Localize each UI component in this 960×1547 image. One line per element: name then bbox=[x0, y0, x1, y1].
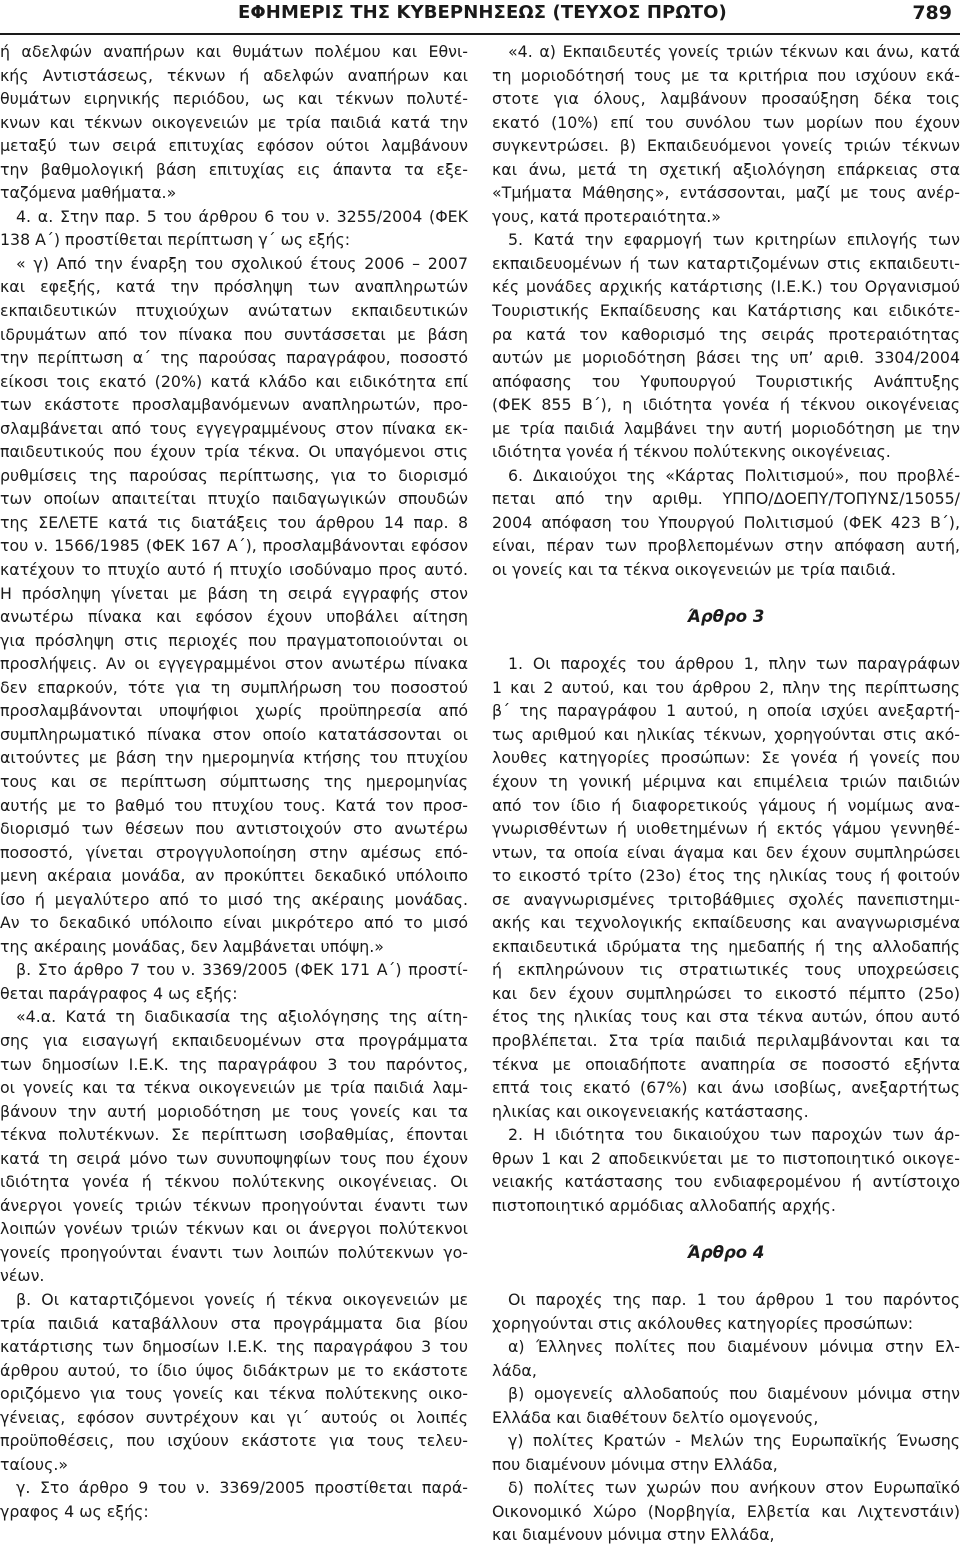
text-line: ρυθμίσεις της παρούσας περίπτωσης, για το διορισμό bbox=[0, 465, 468, 485]
text-line: ρα κατά τον καθορισμό της σειράς προτεραιότητας bbox=[492, 324, 960, 344]
text-line: Οικονομικό Χώρο (Νορβηγία, Ελβετία και Λιχτενστάιν) bbox=[492, 1501, 960, 1521]
text-line: εκατό (10%) επί του συνόλου των μορίων που έχουν bbox=[492, 112, 960, 132]
text-line: άρθρου αυτού, το ίδιο ύψος διδάκτρων με το εκάστοτε bbox=[0, 1360, 468, 1380]
text-line: ανωτέρω πίνακα και εφόσον έχουν υποβάλει αίτηση bbox=[0, 607, 468, 627]
text-line: και εφεξής, κατά την πρόσληψη των αναπληρωτών bbox=[0, 277, 468, 297]
text-line: το εικοστό τρίτο (23ο) έτος της ηλικίας τους ή φοιτούν bbox=[492, 866, 960, 886]
text-line: επτά τοις εκατό (67%) και άνω ισοβίως, ανεξαρτήτως bbox=[492, 1078, 960, 1098]
text-line: που διαμένουν μόνιμα στην Ελλάδα, bbox=[492, 1454, 778, 1474]
text-line: πεται από την αριθμ. ΥΠΠΟ/ΔΟΕΠΥ/ΤΟΠΥΝΣ/15055/ bbox=[492, 489, 960, 509]
text-line: διορισμό των θέσεων που αντιστοιχούν στο ανωτέρω bbox=[0, 819, 468, 839]
text-line: λάδα, bbox=[492, 1360, 537, 1380]
text-line: β. Στο άρθρο 7 του ν. 3369/2005 (ΦΕΚ 171 Α΄) προστί- bbox=[16, 960, 468, 980]
text-line: ιδιότητα γονέα ή τέκνου πολύτεκνης οικογένειας. bbox=[492, 442, 891, 462]
text-line: την περίπτωση α΄ της παρούσας παραγράφου, ποσοστό bbox=[0, 348, 468, 368]
text-line: των οποίων απαιτείται πτυχίο παιδαγωγικών σπουδών bbox=[0, 489, 468, 509]
text-line: προϋποθέσεις, που ισχύουν εκάστοτε για τους τελευ- bbox=[0, 1431, 468, 1451]
text-line: (ΦΕΚ 855 Β΄), η ιδιότητα γονέα ή τέκνου οικογένειας bbox=[492, 395, 960, 415]
text-line: και δεν έχουν συμπληρώσει το εικοστό πέμπτο (25ο) bbox=[492, 983, 960, 1003]
text-line: είναι, πέραν των προβλεπομένων στην απόφαση αυτή, bbox=[492, 536, 960, 556]
text-line: τως αριθμού και ηλικίας τέκνων, χορηγούνται στις ακό- bbox=[492, 724, 960, 744]
text-line: μενη ακέραια μονάδα, αν προκύπτει δεκαδικό υπόλοιπο bbox=[0, 866, 468, 886]
text-line: συγκεντρώσει. β) Εκπαιδευόμενοι γονείς τριών τέκνων bbox=[492, 136, 960, 156]
text-line: 138 Α΄) προστίθεται περίπτωση γ΄ ως εξής: bbox=[0, 230, 351, 250]
text-line: κατέχουν το πτυχίο αυτό ή πτυχίο ισοδύναμο προς αυτό. bbox=[0, 560, 468, 580]
text-line: ή εκπληρώνουν τις στρατιωτικές τους υποχρεώσεις bbox=[492, 960, 960, 980]
text-line: β. Οι καταρτιζόμενοι γονείς ή τέκνα οικογενειών με bbox=[16, 1289, 468, 1309]
text-line: θρων 1 και 2 αποδεικνύεται με το πιστοποιητικό οικογε- bbox=[492, 1148, 960, 1168]
text-line: «Τμήματα Μάθησης», εντάσσονται, μαζί με τους ανέρ- bbox=[492, 183, 960, 203]
text-line: εκπαιδευτικών πτυχιούχων ανώτατων εκπαιδευτικών bbox=[0, 301, 468, 321]
text-line: γονείς προηγούνται έναντι των λοιπών πολύτεκνων γο- bbox=[0, 1242, 468, 1262]
text-line: σης για εισαγωγή εκπαιδευομένων στα προγράμματα bbox=[0, 1030, 468, 1050]
text-line: Η πρόσληψη γίνεται με βάση τη σειρά εγγραφής στον bbox=[0, 583, 468, 603]
text-line: 1 και 2 αυτού, και του άρθρου 2, πλην της περίπτωσης bbox=[492, 677, 960, 697]
text-line: προσλήψεις. Αν οι εγγεγραμμένοι στον ανωτέρω πίνακα bbox=[0, 654, 468, 674]
text-line: θυμάτων ειρηνικής περιόδου, ως και τέκνων πολυτέ- bbox=[0, 89, 468, 109]
text-line bbox=[492, 629, 960, 653]
text-line: αυτής με το βαθμό του πτυχίου τους. Κατά τον προσ- bbox=[0, 795, 468, 815]
text-line: κής Αντιστάσεως, τέκνων ή αδελφών αναπήρων και bbox=[0, 65, 468, 85]
text-line: εκπαιδευτικά ιδρύματα της ημεδαπής ή της αλλοδαπής bbox=[492, 936, 960, 956]
text-line: θεται παράγραφος 4 ως εξής: bbox=[0, 983, 238, 1003]
text-line: αιτούντες με βάση την ημερομηνία κτήσης του πτυχίου bbox=[0, 748, 468, 768]
text-line: « γ) Από την έναρξη του σχολικού έτους 2006 – 2007 bbox=[16, 253, 468, 273]
text-line: γ. Στο άρθρο 9 του ν. 3369/2005 προστίθεται παρά- bbox=[16, 1478, 468, 1498]
text-line: ιδιότητα γονέα ή τέκνου πολύτεκνης οικογένειας. Οι bbox=[0, 1172, 468, 1192]
text-line: 6. Δικαιούχοι της «Κάρτας Πολιτισμού», που προβλέ- bbox=[508, 465, 960, 485]
text-line: σλαμβάνεται από τους εγγεγραμμένους στον πίνακα εκ- bbox=[0, 418, 468, 438]
text-line: ή αδελφών αναπήρων και θυμάτων πολέμου και Εθνι- bbox=[0, 42, 468, 61]
text-line: προσλαμβάνονται υποψήφιοι χωρίς προϋπηρεσία από bbox=[0, 701, 468, 721]
text-line: οι γονείς και τα τέκνα οικογενειών με τρία παιδιά λαμ- bbox=[0, 1078, 468, 1098]
text-line bbox=[492, 1217, 960, 1241]
text-line: τέκνα πολυτέκνων. Σε περίπτωση ισοβαθμίας, έπονται bbox=[0, 1125, 468, 1145]
text-line: έχουν τη γονική μέριμνα και επιμέλεια τριών παιδιών bbox=[492, 771, 960, 791]
text-line: κές μονάδες αρχικής κατάρτισης (Ι.Ε.Κ.) του Οργανισμού bbox=[492, 277, 960, 297]
text-line: ίσο ή μεγαλύτερο από το μισό της ακέραιης μονάδας. bbox=[0, 889, 468, 909]
text-line: γους, κατά προτεραιότητα.» bbox=[492, 206, 721, 226]
text-line: βάνουν την αυτή μοριοδότηση με τους γονείς και τα bbox=[0, 1101, 468, 1121]
text-line: ιδρυμάτων από τον πίνακα που συντάσσεται με βάση bbox=[0, 324, 468, 344]
text-line: στοτε για όλους, λαμβάνουν προσαύξηση δέκα τοις bbox=[492, 89, 960, 109]
text-line: 1. Οι παροχές του άρθρου 1, πλην των παραγράφων bbox=[508, 654, 960, 674]
text-line: απόφασης του Υφυπουργού Τουριστικής Ανάπτυξης bbox=[492, 371, 960, 391]
text-line: της ακέραιης μονάδας, δεν λαμβάνεται υπόψη.» bbox=[0, 936, 384, 956]
text-line: των εκάστοτε προσλαμβανόμενων αναπληρωτών, προ- bbox=[0, 395, 468, 415]
header-rule bbox=[0, 33, 960, 35]
text-line: σε αναγνωρισμένες τριτοβάθμιες σχολές πανεπιστημι- bbox=[492, 889, 960, 909]
text-line: γνωρισθέντων ή υιοθετημένων ή εκτός γάμου γεννηθέ- bbox=[492, 819, 960, 839]
text-line: «4.α. Κατά τη διαδικασία της αξιολόγησης της αίτη- bbox=[16, 1007, 468, 1027]
text-line: ταζόμενα μαθήματα.» bbox=[0, 183, 177, 203]
text-line: β΄ της παραγράφου 1 αυτού, η οποία ισχύει ανεξαρτή- bbox=[492, 701, 960, 721]
text-line: γένειας, εφόσον συντρέχουν και γι΄ αυτούς οι λοιπές bbox=[0, 1407, 468, 1427]
right-column bbox=[492, 40, 960, 1545]
article-heading: Άρθρο 4 bbox=[687, 1242, 765, 1262]
text-line: δ) πολίτες των χωρών που ανήκουν στον Ευρωπαϊκό bbox=[508, 1478, 960, 1498]
text-line: ηλικίας και οικογενειακής κατάστασης. bbox=[492, 1101, 809, 1121]
text-line: μεταξύ των σειρά επιτυχίας εφόσον ούτοι λαμβάνουν bbox=[0, 136, 468, 156]
text-line bbox=[492, 582, 960, 606]
left-column bbox=[0, 40, 468, 1521]
text-line: δεν επαρκούν, τότε για τη συμπλήρωση του ποσοστού bbox=[0, 677, 468, 697]
text-line: ακής και τεχνολογικής εκπαίδευσης και αναγνωρισμένα bbox=[492, 913, 960, 933]
text-line: ποσοστό, γίνεται στρογγυλοποίηση στην αμέσως επό- bbox=[0, 842, 468, 862]
text-line: Ελλάδα και διαθέτουν δελτίο ομογενούς, bbox=[492, 1407, 819, 1427]
text-line: 2004 απόφαση του Υπουργού Πολιτισμού (ΦΕΚ 423 Β΄), bbox=[492, 512, 960, 532]
text-line: λουθες κατηγορίες προσώπων: Σε γονέα ή γονείς που bbox=[492, 748, 960, 768]
text-line: έτος της ηλικίας τους και στα τέκνα αυτών, όπου αυτό bbox=[492, 1007, 960, 1027]
text-line: οριζόμενο για τους γονείς και τέκνα πολύτεκνης οικο- bbox=[0, 1384, 468, 1404]
text-line: Τουριστικής Εκπαίδευσης και Κατάρτισης και ειδικότε- bbox=[492, 301, 960, 321]
text-line: γ) πολίτες Κρατών - Μελών της Ευρωπαϊκής Ένωσης bbox=[508, 1431, 960, 1451]
text-line: της ΣΕΛΕΤΕ κατά τις διατάξεις του άρθρου 14 παρ. 8 bbox=[0, 512, 468, 532]
text-line: 2. Η ιδιότητα του δικαιούχου των παροχών των άρ- bbox=[508, 1125, 960, 1145]
text-line: από τον ίδιο ή διαφορετικούς γάμους ή νομίμως ανα- bbox=[492, 795, 960, 815]
text-line: εκπαιδευομένων ή των καταρτιζομένων στις εκπαιδευτι- bbox=[492, 253, 960, 273]
text-line: γραφος 4 ως εξής: bbox=[0, 1501, 149, 1521]
gazette-title: ΕΦΗΜΕΡΙΣ ΤΗΣ ΚΥΒΕΡΝΗΣΕΩΣ (ΤΕΥΧΟΣ ΠΡΩΤΟ) bbox=[238, 2, 727, 23]
text-line: 5. Κατά την εφαρμογή των κριτηρίων επιλογής των bbox=[508, 230, 960, 250]
text-line: οι γονείς και τα τέκνα οικογενειών με τρία παιδιά. bbox=[492, 560, 896, 580]
text-line: και διαμένουν μόνιμα στην Ελλάδα, bbox=[492, 1525, 775, 1545]
text-line: ντων, τα οποία είναι άγαμα και δεν έχουν συμπληρώσει bbox=[492, 842, 960, 862]
text-line: για πρόσληψη στις περιοχές που πραγματοποιούνται οι bbox=[0, 630, 468, 650]
text-line: Οι παροχές της παρ. 1 του άρθρου 1 του παρόντος bbox=[508, 1289, 960, 1309]
text-line: τρία παιδιά καταβάλλουν στα προγράμματα δια βίου bbox=[0, 1313, 468, 1333]
text-line: νέων. bbox=[0, 1266, 45, 1286]
text-line: την βαθμολογική βάση επιτυχίας εις άπαντα τα εξε- bbox=[0, 159, 468, 179]
text-line: παιδευτικούς που έχουν τρία τέκνα. Οι υπαγόμενοι στις bbox=[0, 442, 468, 462]
text-line: κατάρτισης των δημοσίων Ι.Ε.Κ. της παραγράφου 3 του bbox=[0, 1337, 468, 1357]
text-line bbox=[492, 1264, 960, 1288]
text-line: λοιπών γονέων τριών τέκνων και οι άνεργοι πολύτεκνοι bbox=[0, 1219, 468, 1239]
text-line: αυτών με μοριοδότηση βάσει της υπ’ αριθ. 3304/2004 bbox=[492, 348, 960, 368]
text-line: άνεργοι γονείς τριών τέκνων προηγούνται έναντι των bbox=[0, 1195, 468, 1215]
text-line: προβλέπεται. Στα τρία παιδιά περιλαμβάνονται και τα bbox=[492, 1030, 960, 1050]
text-line: α) Έλληνες πολίτες που διαμένουν μόνιμα στην Ελ- bbox=[508, 1337, 960, 1357]
text-line: ταίους.» bbox=[0, 1454, 69, 1474]
text-line: 4. α. Στην παρ. 5 του άρθρου 6 του ν. 3255/2004 (ΦΕΚ bbox=[16, 206, 468, 226]
text-line: τη μοριοδότησή τους με τα κριτήρια που ισχύουν εκά- bbox=[492, 65, 960, 85]
text-line: τους και σε περίπτωση σύμπτωσης της ημερομηνίας bbox=[0, 771, 468, 791]
text-line: τέκνα με οποιαδήποτε αναπηρία σε ποσοστό εξήντα bbox=[492, 1054, 960, 1074]
article-heading: Άρθρο 3 bbox=[687, 607, 765, 627]
text-line: του ν. 1566/1985 (ΦΕΚ 167 Α΄), προσλαμβάνονται εφόσον bbox=[0, 536, 468, 556]
text-line: συμπληρωματικό πίνακα στον οποίο κατατάσσονται οι bbox=[0, 724, 468, 744]
text-line: με τρία παιδιά λαμβάνει την αυτή μοριοδότηση με την bbox=[492, 418, 960, 438]
text-line: των δημοσίων Ι.Ε.Κ. της παραγράφου 3 του παρόντος, bbox=[0, 1054, 468, 1074]
text-line: και άνω, μετά τη σχετική αξιολόγηση επάρκειας στα bbox=[492, 159, 960, 179]
text-line: πιστοποιητικό αρμόδιας αλλοδαπής αρχής. bbox=[492, 1195, 836, 1215]
page-number: 789 bbox=[912, 2, 952, 24]
text-line: «4. α) Εκπαιδευτές γονείς τριών τέκνων και άνω, κατά bbox=[508, 42, 960, 61]
text-line: κατά τη σειρά μόνο των συνυποψηφίων τους που έχουν bbox=[0, 1148, 468, 1168]
text-line: χορηγούνται στις ακόλουθες κατηγορίες προσώπων: bbox=[492, 1313, 914, 1333]
text-line: Αν το δεκαδικό υπόλοιπο είναι μικρότερο από το μισό bbox=[0, 913, 468, 933]
text-line: κνων και τέκνων οικογενειών με τρία παιδιά κατά την bbox=[0, 112, 468, 132]
text-line: β) ομογενείς αλλοδαπούς που διαμένουν μόνιμα στην bbox=[508, 1384, 960, 1404]
text-line: είκοσι τοις εκατό (20%) κατά κλάδο και ειδικότητα επί bbox=[0, 371, 468, 391]
text-line: νειακής κατάστασης του ενδιαφερομένου ή αντίστοιχο bbox=[492, 1172, 960, 1192]
